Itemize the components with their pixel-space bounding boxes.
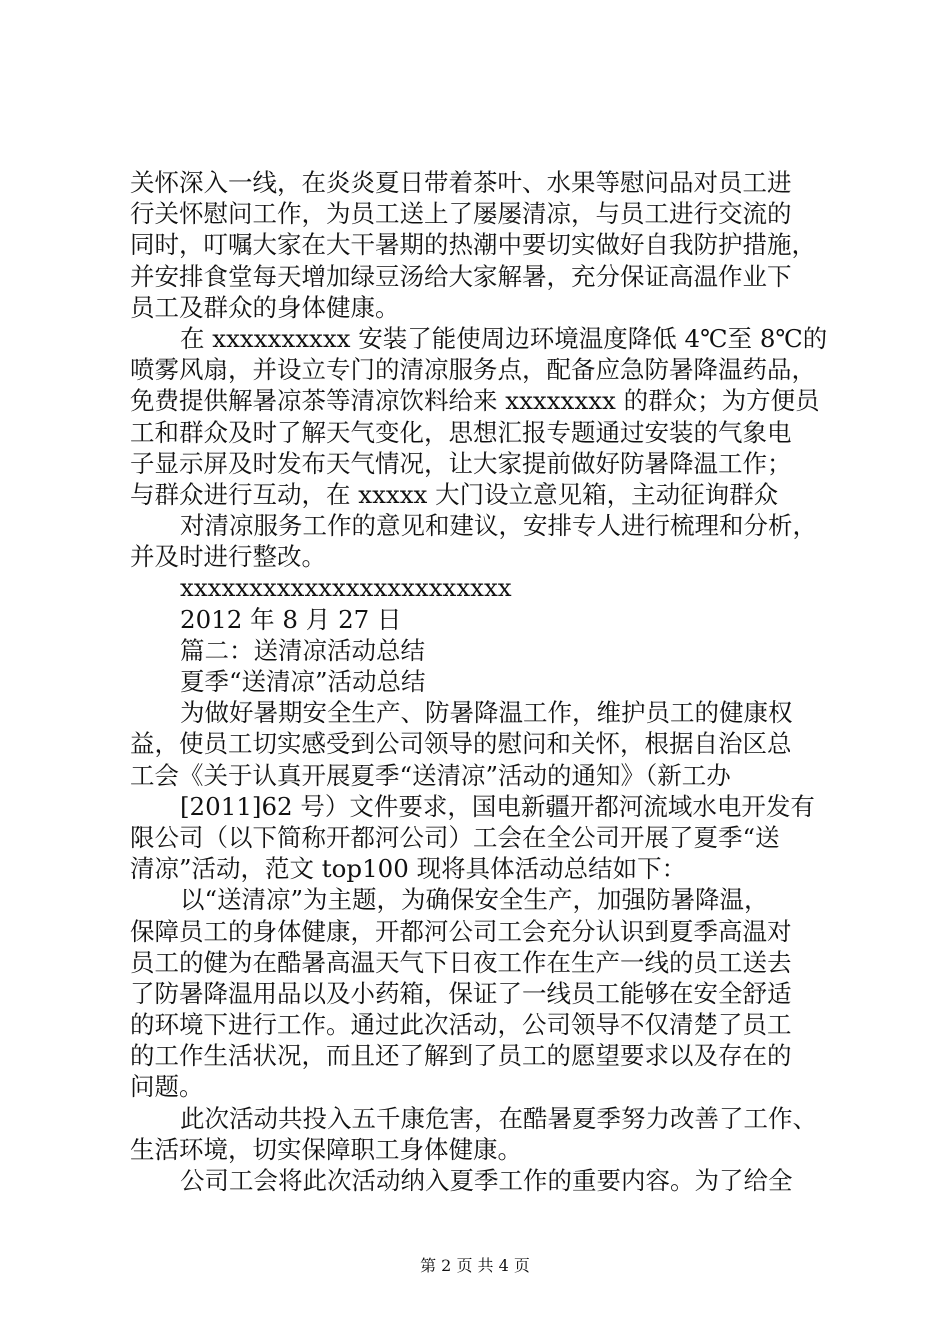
text-line: 此次活动共投入五千康危害，在酷暑夏季努力改善了工作、: [180, 1103, 817, 1133]
text-line: 益，使员工切实感受到公司领导的慰问和关怀，根据自治区总: [130, 729, 792, 759]
text-line: 同时，叮嘱大家在大干暑期的热潮中要切实做好自我防护措施，: [130, 230, 816, 260]
text-line: 的环境下进行工作。通过此次活动，公司领导不仅清楚了员工: [130, 1010, 792, 1040]
text-line: 喷雾风扇，并设立专门的清凉服务点，配备应急防暑降温药品，: [130, 355, 816, 385]
text-line: 夏季“送清凉”活动总结: [180, 667, 426, 696]
document-body: [130, 167, 840, 1196]
text-line: [2011]62 号）文件要求，国电新疆开都河流域水电开发有: [180, 791, 815, 821]
text-line: 行关怀慰问工作，为员工送上了屡屡清凉，与员工进行交流的: [130, 199, 792, 229]
text-line: 公司工会将此次活动纳入夏季工作的重要内容。为了给全: [180, 1166, 793, 1195]
text-line: 限公司（以下简称开都河公司）工会在全公司开展了夏季“送: [130, 822, 780, 852]
text-line: 免费提供解暑凉茶等清凉饮料给来 xxxxxxxx 的群众；为方便员: [130, 386, 820, 416]
text-line: 清凉”活动，范文 top100 现将具体活动总结如下：: [130, 854, 687, 884]
text-line: 篇二：送清凉活动总结: [180, 635, 425, 665]
text-line: 工会《关于认真开展夏季“送清凉”活动的通知》（新工办: [130, 760, 731, 790]
text-line: 在 xxxxxxxxxx 安装了能使周边环境温度降低 4℃至 8℃的: [180, 323, 828, 353]
text-line: 员工及群众的身体健康。: [130, 292, 400, 322]
page-footer: 第 2 页 共 4 页: [420, 1256, 530, 1275]
text-line: 关怀深入一线，在炎炎夏日带着茶叶、水果等慰问品对员工进: [130, 168, 792, 197]
text-line: 对清凉服务工作的意见和建议，安排专人进行梳理和分析，: [180, 511, 817, 541]
text-line: 以“送清凉”为主题，为确保安全生产，加强防暑降温，: [180, 885, 769, 915]
text-line: 员工的健为在酷暑高温天气下日夜工作在生产一线的员工送去: [130, 947, 792, 977]
text-line: 问题。: [130, 1072, 204, 1102]
text-line: 并安排食堂每天增加绿豆汤给大家解暑，充分保证高温作业下: [130, 261, 792, 291]
text-line: 2012 年 8 月 27 日: [180, 604, 402, 634]
text-line: 子显示屏及时发布天气情况，让大家提前做好防暑降温工作；: [130, 448, 792, 478]
text-line: 工和群众及时了解天气变化，思想汇报专题通过安装的气象电: [130, 417, 792, 447]
text-line: 保障员工的身体健康，开都河公司工会充分认识到夏季高温对: [130, 916, 792, 946]
text-line: 的工作生活状况，而且还了解到了员工的愿望要求以及存在的: [130, 1041, 792, 1071]
text-line: 了防暑降温用品以及小药箱，保证了一线员工能够在安全舒适: [130, 978, 792, 1008]
text-line: xxxxxxxxxxxxxxxxxxxxxxxx: [180, 573, 512, 603]
text-line: 并及时进行整改。: [130, 542, 326, 572]
text-line: 生活环境，切实保障职工身体健康。: [130, 1134, 522, 1164]
text-line: 与群众进行互动，在 xxxxx 大门设立意见箱，主动征询群众: [130, 479, 779, 509]
text-line: 为做好暑期安全生产、防暑降温工作，维护员工的健康权: [180, 698, 793, 728]
